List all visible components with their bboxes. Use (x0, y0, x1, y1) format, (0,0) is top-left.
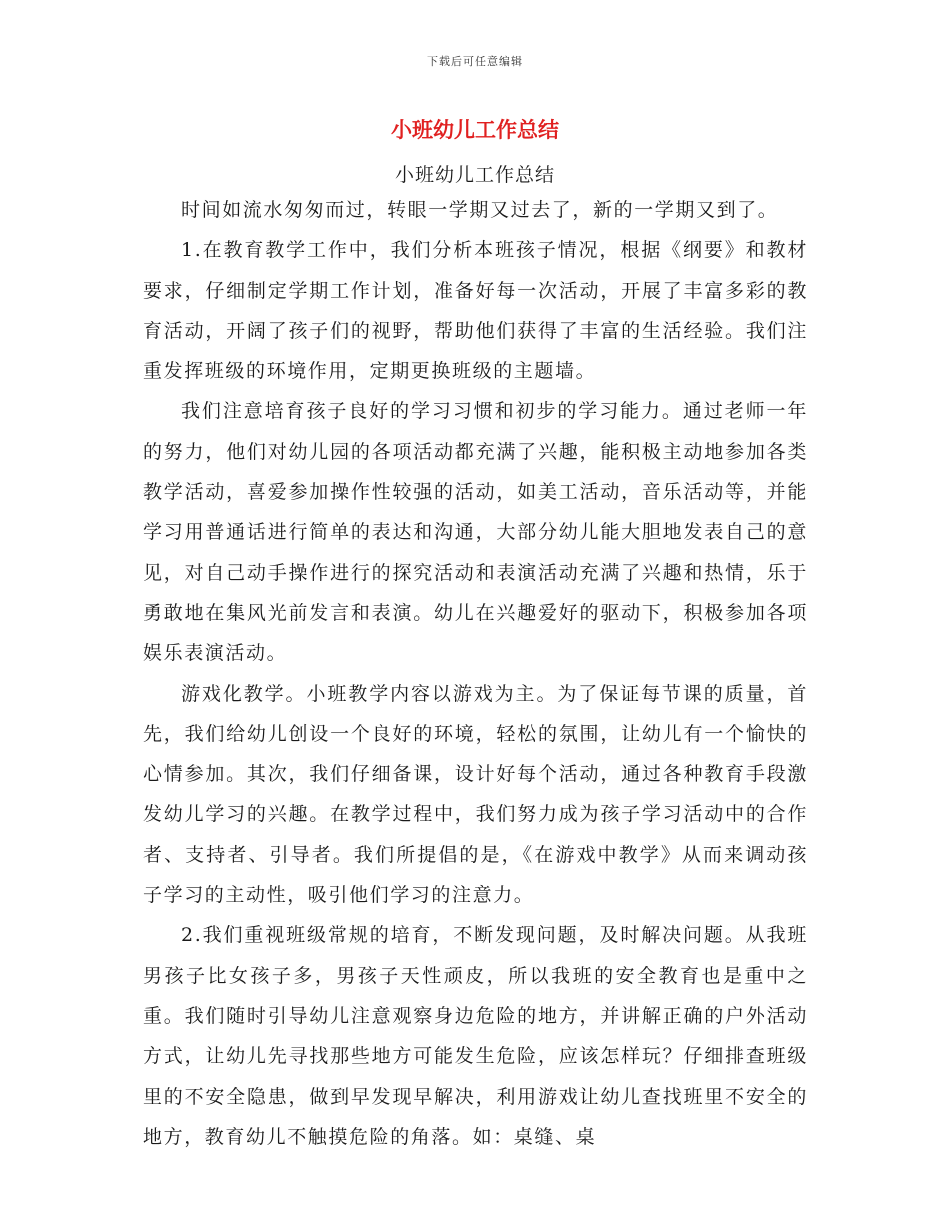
document-subtitle: 小班幼儿工作总结 (394, 164, 555, 186)
paragraph-class-routine: 2.我们重视班级常规的培育，不断发现问题，及时解决问题。从我班男孩子比女孩子多，男孩子天性顽皮，所以我班的安全教育也是重中之重。我们随时引导幼儿注意观察身边危险的地方，并讲解正确的户外活动方式，让幼儿先寻找那些地方可能发生危险，应该怎样玩？仔细排查班级里的不安全隐患，做到早发现早解决，利用游戏让幼儿查找班里不安全的地方，教育幼儿不触摸危险的角落。如：桌缝、桌 (143, 924, 808, 1148)
paragraph-game-teaching: 游戏化教学。小班教学内容以游戏为主。为了保证每节课的质量，首先，我们给幼儿创设一个良好的环境，轻松的氛围，让幼儿有一个愉快的心情参加。其次，我们仔细备课，设计好每个活动，通过各种教育手段激发幼儿学习的兴趣。在教学过程中，我们努力成为孩子学习活动中的合作者、支持者、引导者。我们所提倡的是，《在游戏中教学》从而来调动孩子学习的主动性，吸引他们学习的注意力。 (143, 682, 808, 907)
document-title: 小班幼儿工作总结 (391, 118, 559, 142)
document-body (143, 190, 808, 1157)
paragraph-learning-habits: 我们注意培育孩子良好的学习习惯和初步的学习能力。通过老师一年的努力，他们对幼儿园的各项活动都充满了兴趣，能积极主动地参加各类教学活动，喜爱参加操作性较强的活动，如美工活动，音乐活动等，并能学习用普通话进行简单的表达和沟通，大部分幼儿能大胆地发表自己的意见，对自己动手操作进行的探究活动和表演活动充满了兴趣和热情，乐于勇敢地在集风光前发言和表演。幼儿在兴趣爱好的驱动下，积极参加各项娱乐表演活动。 (143, 400, 808, 665)
paragraph-intro: 时间如流水匆匆而过，转眼一学期又过去了，新的一学期又到了。 (181, 199, 779, 221)
paragraph-teaching-work: 1.在教育教学工作中，我们分析本班孩子情况，根据《纲要》和教材要求，仔细制定学期工作计划，准备好每一次活动，开展了丰富多彩的教育活动，开阔了孩子们的视野，帮助他们获得了丰富的生活经验。我们注重发挥班级的环境作用，定期更换班级的主题墙。 (143, 239, 808, 383)
page-header-note: 下载后可任意编辑 (427, 55, 523, 68)
